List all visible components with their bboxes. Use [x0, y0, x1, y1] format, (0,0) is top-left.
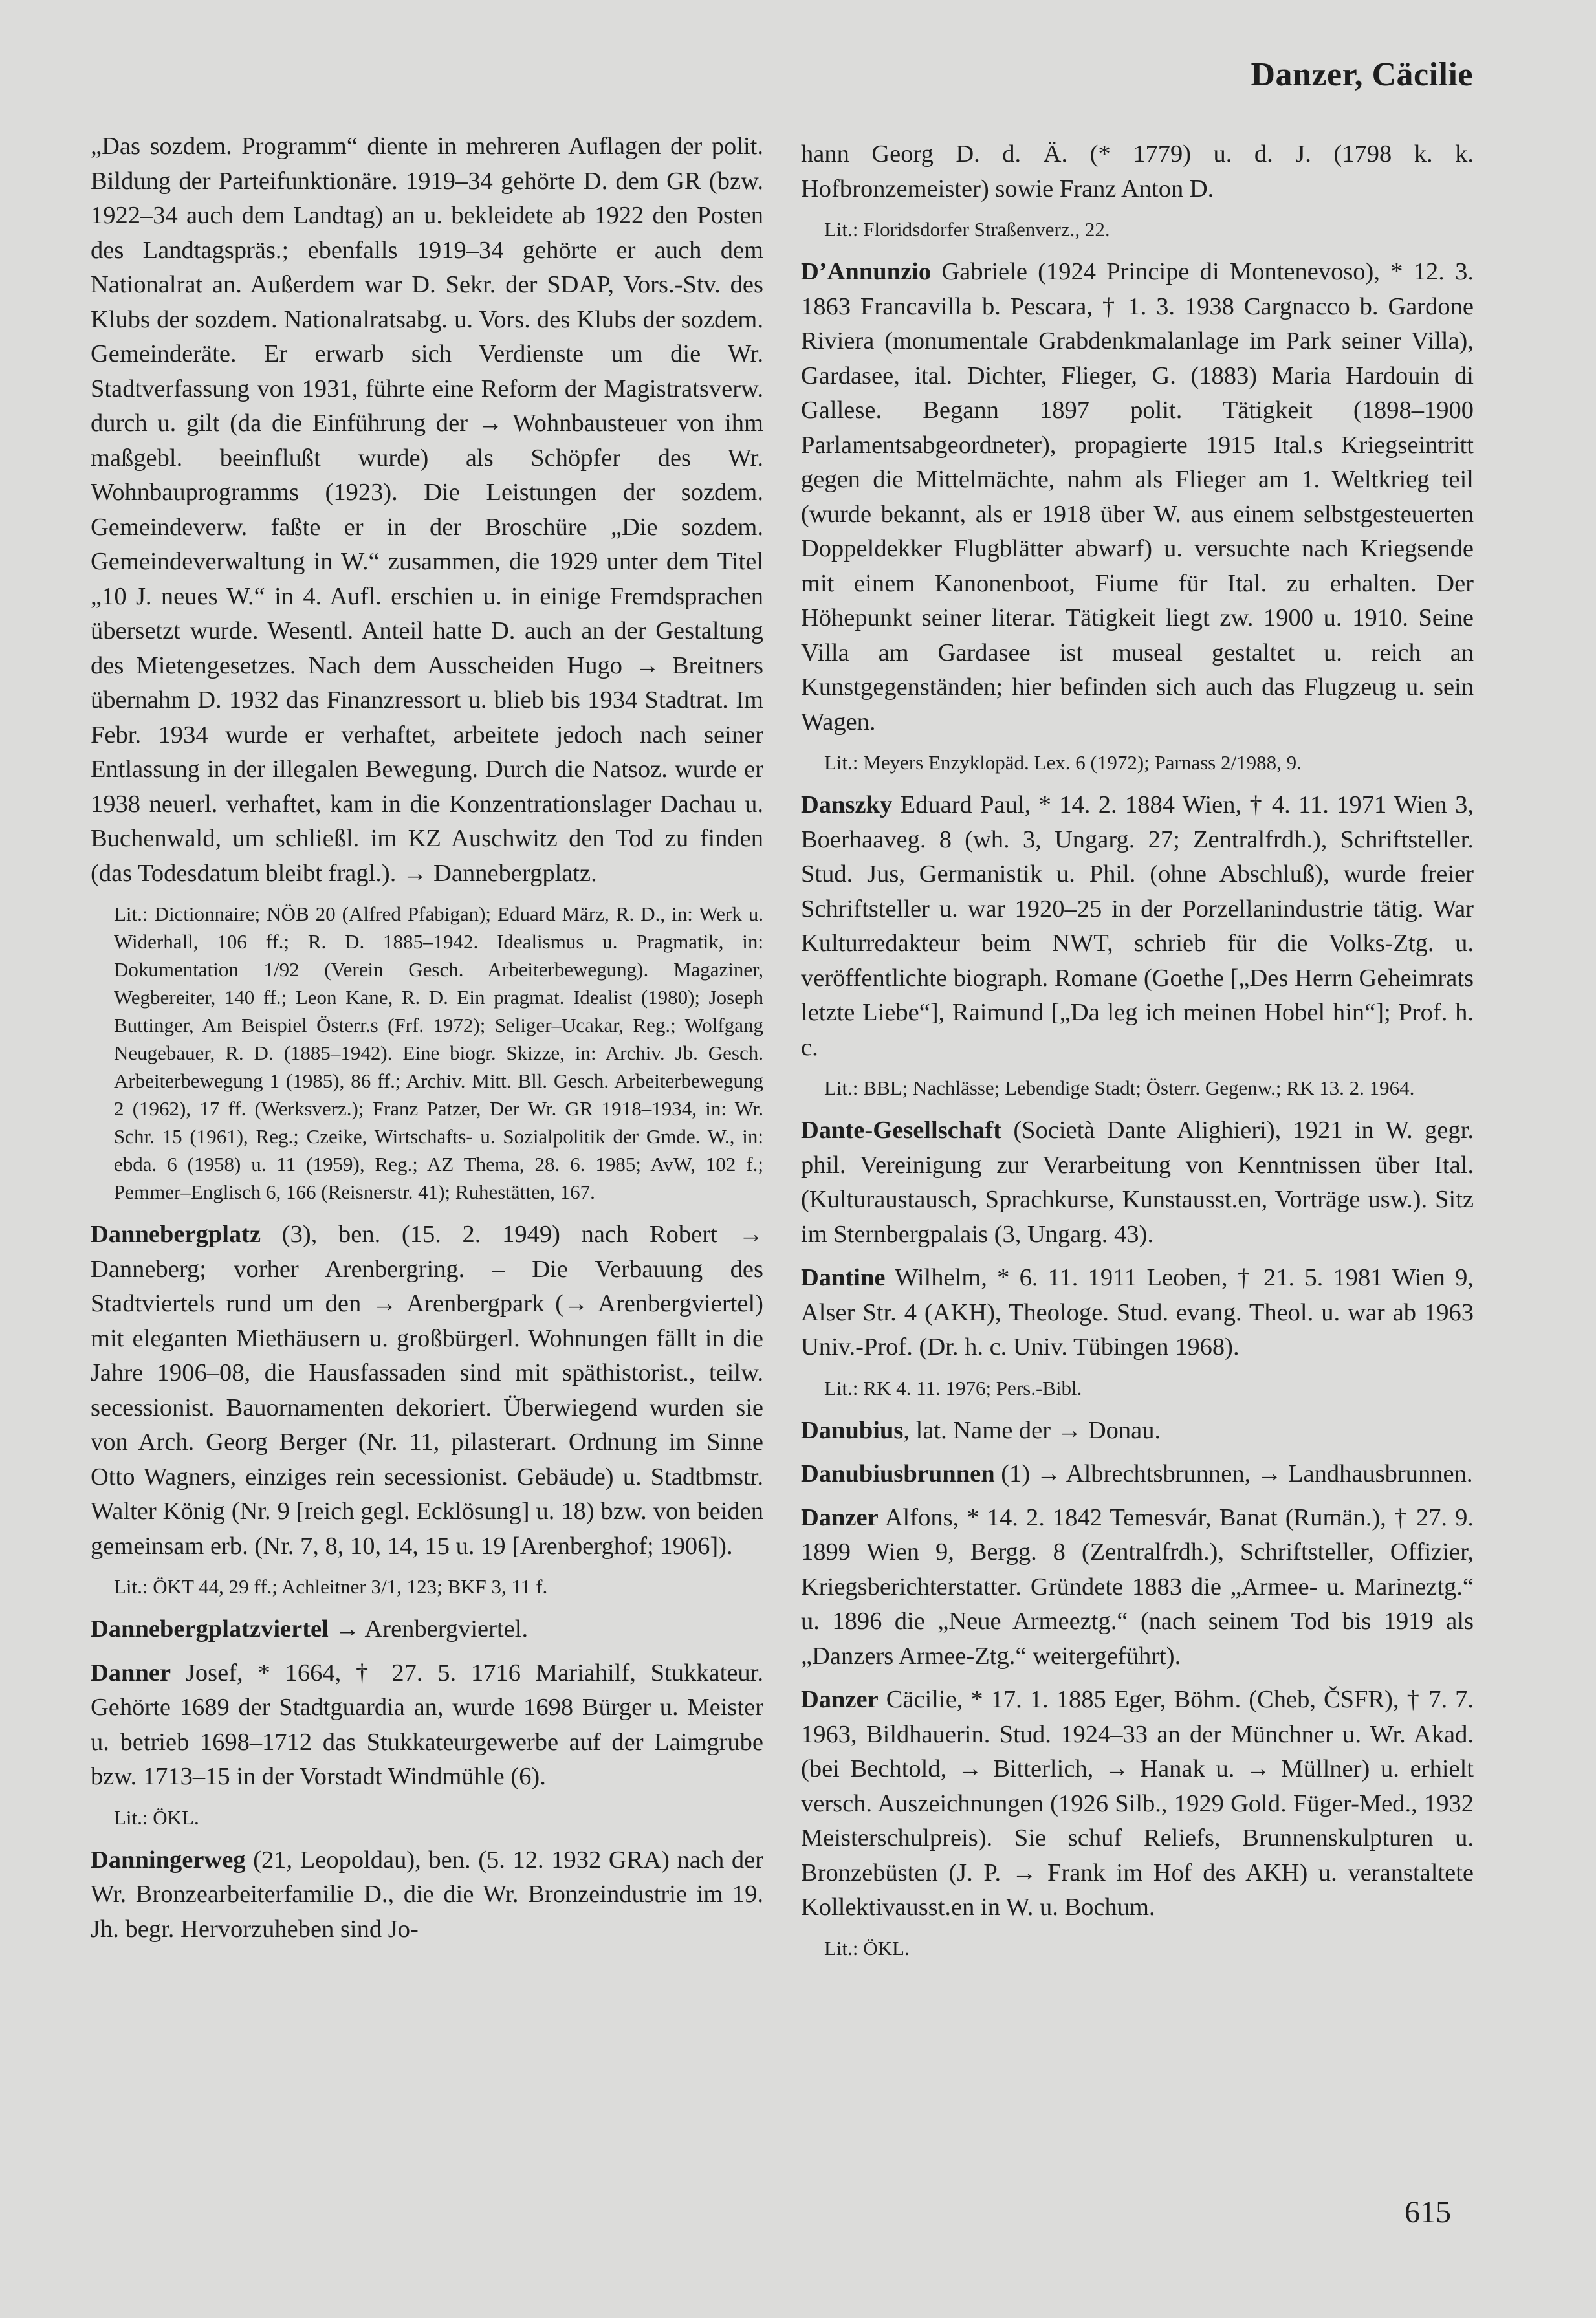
literature-note: Lit.: ÖKL.	[824, 1936, 910, 1960]
entry-headword: D’Annunzio	[801, 258, 932, 285]
entry-text: „Das sozdem. Programm“ diente in mehreren Auflagen der polit. Bildung der Parteifunktionäre. 1919–34 gehörte D. dem GR (bzw. 1922–34 auch dem Landtag) an u. bekleidete ab 1922 den Posten des Landtagspräs.; ebenfalls 1919–34 gehörte er auch dem Nationalrat an. Außerdem war D. Sekr. der SDAP, Vors.-Stv. des Klubs der sozdem. Nationalratsabg. u. Vors. des Klubs der sozdem. Gemeinderäte. Er erwarb sich Verdienste um die Wr. Stadtverfassung von 1931, führte eine Reform der Magistratsverw. durch u. gilt (da die Einführung der → Wohnbausteuer von ihm maßgebl. beeinflußt wurde) als Schöpfer des Wr. Wohnbauprogramms (1923). Die Leistungen der sozdem. Gemeindeverw. faßte er in der Broschüre „Die sozdem. Gemeindeverwaltung in W.“ zusammen, die 1929 unter dem Titel „10 J. neues W.“ in 4. Aufl. erschien u. in einige Fremdsprachen übersetzt wurde. Wesentl. Anteil hatte D. auch an der Gestaltung des Mietengesetzes. Nach dem Ausscheiden Hugo → Breitners übernahm D. 1932 das Finanzressort u. blieb bis 1934 Stadtrat. Im Febr. 1934 wurde er verhaftet, arbeitete jedoch nach seiner Entlassung in der illegalen Bewegung. Durch die Natsoz. wurde er 1938 neuerl. verhaftet, kam in die Konzentrationslager Dachau u. Buchenwald, um schließl. im KZ Auschwitz den Tod zu finden (das Todesdatum bleibt fragl.). → Dannebergplatz.	[91, 133, 763, 887]
entry-text: , lat. Name der → Donau.	[903, 1416, 1161, 1444]
entry-headword: Danubius	[801, 1416, 904, 1444]
entry-dannunzio	[801, 255, 1474, 739]
entry-headword: Dantine	[801, 1264, 886, 1291]
entry-dannebergplatz	[91, 1218, 763, 1564]
entry-danzer-alfons	[801, 1501, 1474, 1674]
entry-dannebergplatzviertel	[91, 1612, 763, 1647]
literature-note: Lit.: BBL; Nachlässe; Lebendige Stadt; Österr. Gegenw.; RK 13. 2. 1964.	[824, 1077, 1415, 1099]
entry-danzer-caecilie	[801, 1683, 1474, 1925]
entry-text: Josef, * 1664, † 27. 5. 1716 Mariahilf, Stukkateur. Gehörte 1689 der Stadtguardia an, wurde 1698 Bürger u. Meister u. betrieb 1698–1712 das Stukkateurgewerbe auf der Laimgrube bzw. 1713–15 in der Vorstadt Windmühle (6).	[91, 1659, 763, 1790]
literature-note: Lit.: Floridsdorfer Straßenverz., 22.	[824, 218, 1110, 241]
literature-note: Lit.: Meyers Enzyklopäd. Lex. 6 (1972); Parnass 2/1988, 9.	[824, 751, 1302, 774]
entry-dante-gesellschaft	[801, 1113, 1474, 1252]
entry-headword: Danzer	[801, 1503, 879, 1531]
right-column	[801, 137, 1474, 1974]
entry-headword: Danszky	[801, 791, 893, 818]
entry-text: hann Georg D. d. Ä. (* 1779) u. d. J. (1798 k. k. Hofbronzemeister) sowie Franz Anton D.	[801, 140, 1474, 202]
entry-text: (3), ben. (15. 2. 1949) nach Robert → Danneberg; vorher Arenbergring. – Die Verbauung des Stadtviertels rund um den → Arenbergpark (→ Arenbergviertel) mit eleganten Miethäusern u. großbürgerl. Wohnungen fällt in die Jahre 1906–08, die Hausfassaden sind mit späthistorist., teilw. secessionist. Bauornamenten dekoriert. Überwiegend wurden sie von Arch. Georg Berger (Nr. 11, pilasterart. Ordnung im Sinne Otto Wagners, einziges rein secessionist. Gebäude) u. Stadtbmstr. Walter König (Nr. 9 [reich gegl. Ecklösung] u. 18) bzw. von beiden gemeinsam erb. (Nr. 7, 8, 10, 14, 15 u. 19 [Arenberghof; 1906]).	[91, 1221, 763, 1560]
entry-text: Gabriele (1924 Principe di Montenevoso), * 12. 3. 1863 Francavilla b. Pescara, † 1. 3. 1938 Cargnacco b. Gardone Riviera (monumentale Grabdenkmalanlage im Park seiner Villa), Gardasee, ital. Dichter, Flieger, G. (1883) Maria Hardouin di Gallese. Begann 1897 polit. Tätigkeit (1898–1900 Parlamentsabgeordneter), propagierte 1915 Ital.s Kriegseintritt gegen die Mittelmächte, nahm als Flieger am 1. Weltkrieg teil (wurde bekannt, als er 1918 über W. aus einem selbstgesteuerten Doppeldekker Flugblätter abwarf) u. versuchte nach Kriegsende mit einem Kanonenboot, Fiume für Ital. zu erhalten. Der Höhepunkt seiner literar. Tätigkeit liegt zw. 1900 u. 1910. Seine Villa am Gardasee ist museal gestaltet u. reich an Kunstgegenständen; hier befinden sich auch das Flugzeug u. sein Wagen.	[801, 258, 1474, 736]
entry-dantine	[801, 1261, 1474, 1365]
entry-danningerweg-continued	[801, 137, 1474, 206]
entry-text: Cäcilie, * 17. 1. 1885 Eger, Böhm. (Cheb, ČSFR), † 7. 7. 1963, Bildhauerin. Stud. 1924–33 an der Münchner u. Wr. Akad. (bei Bechtold, → Bitterlich, → Hanak u. → Müllner) u. erhielt versch. Auszeichnungen (1926 Silb., 1929 Gold. Füger-Med., 1932 Meisterschulpreis). Sie schuf Reliefs, Brunnenskulpturen u. Bronzebüsten (J. P. → Frank im Hof des AKH) u. veranstaltete Kollektivausst.en in W. u. Bochum.	[801, 1686, 1474, 1921]
entry-text: → Arenbergviertel.	[328, 1615, 529, 1643]
entry-headword: Dannebergplatz	[91, 1221, 261, 1248]
literature-note: Lit.: ÖKT 44, 29 ff.; Achleitner 3/1, 123; BKF 3, 11 f.	[114, 1575, 548, 1598]
literature-note: Lit.: Dictionnaire; NÖB 20 (Alfred Pfabigan); Eduard März, R. D., in: Werk u. Widerhall, 106 ff.; R. D. 1885–1942. Idealismus u. Pragmatik, in: Dokumentation 1/92 (Verein Gesch. Arbeiterbewegung). Magaziner, Wegbereiter, 140 ff.; Leon Kane, R. D. Ein pragmat. Idealist (1980); Joseph Buttinger, Am Beispiel Österr.s (Frf. 1972); Seliger–Ucakar, Reg.; Wolfgang Neugebauer, R. D. (1885–1942). Eine biogr. Skizze, in: Archiv. Jb. Gesch. Arbeiterbewegung 1 (1985), 86 ff.; Archiv. Mitt. Bll. Gesch. Arbeiterbewegung 2 (1962), 17 ff. (Werksverz.); Franz Patzer, Der Wr. GR 1918–1934, in: Wr. Schr. 15 (1961), Reg.; Czeike, Wirtschafts- u. Sozialpolitik der Gmde. W., in: ebda. 6 (1958) u. 11 (1959), Reg.; AZ Thema, 28. 6. 1985; AvW, 102 f.; Pemmer–Englisch 6, 166 (Reisnerstr. 41); Ruhestätten, 167.	[114, 902, 763, 1203]
literature-note: Lit.: RK 4. 11. 1976; Pers.-Bibl.	[824, 1376, 1082, 1399]
entry-text: Alfons, * 14. 2. 1842 Temesvár, Banat (Rumän.), † 27. 9. 1899 Wien 9, Bergg. 8 (Zentralfrdh.), Schriftsteller, Offizier, Kriegsberichterstatter. Gründete 1883 die „Armee- u. Marineztg.“ u. 1896 die „Neue Armeeztg.“ (nach seinem Tod bis 1919 als „Danzers Armee-Ztg.“ weitergeführt).	[801, 1503, 1474, 1670]
entry-danner	[91, 1656, 763, 1795]
literature-note: Lit.: ÖKL.	[114, 1806, 199, 1829]
entry-danningerweg	[91, 1843, 763, 1947]
entry-text: Eduard Paul, * 14. 2. 1884 Wien, † 4. 11. 1971 Wien 3, Boerhaaveg. 8 (wh. 3, Ungarg. 27; Zentralfrdh.), Schriftsteller. Stud. Jus, Germanistik u. Phil. (ohne Abschluß), wurde freier Schriftsteller u. war 1920–25 in der Porzellanindustrie tätig. War Kulturredakteur beim NWT, schrieb für die Volks-Ztg. u. veröffentlichte biograph. Romane (Goethe [„Des Herrn Geheimrats letzte Liebe“], Raimund [„Da leg ich meinen Hobel hin“]; Prof. h. c.	[801, 791, 1474, 1061]
entry-headword: Danningerweg	[91, 1846, 246, 1874]
entry-headword: Dannebergplatzviertel	[91, 1615, 329, 1643]
entry-danubiusbrunnen	[801, 1457, 1474, 1492]
left-column	[91, 129, 763, 1956]
entry-danszky	[801, 788, 1474, 1065]
entry-text: Wilhelm, * 6. 11. 1911 Leoben, † 21. 5. 1981 Wien 9, Alser Str. 4 (AKH), Theologe. Stud. evang. Theol. u. war ab 1963 Univ.-Prof. (Dr. h. c. Univ. Tübingen 1968).	[801, 1264, 1474, 1361]
entry-headword: Danner	[91, 1659, 171, 1687]
entry-headword: Danubiusbrunnen	[801, 1460, 995, 1487]
entry-headword: Danzer	[801, 1686, 879, 1713]
entry-text: (21, Leopoldau), ben. (5. 12. 1932 GRA) nach der Wr. Bronzearbeiterfamilie D., die die Wr. Bronzeindustrie im 19. Jh. begr. Hervorzuheben sind Jo-	[91, 1846, 763, 1943]
entry-text: (1) → Albrechtsbrunnen, → Landhausbrunnen.	[994, 1460, 1473, 1487]
running-head: Danzer, Cäcilie	[1251, 56, 1473, 93]
entry-danneberg-continued	[91, 129, 763, 891]
entry-danubius	[801, 1414, 1474, 1449]
entry-headword: Dante-Gesellschaft	[801, 1117, 1002, 1144]
page-number: 615	[1405, 2195, 1451, 2229]
entry-text: (Società Dante Alighieri), 1921 in W. gegr. phil. Vereinigung zur Verarbeitung von Kenntnissen über Ital. (Kulturaustausch, Sprachkurse, Kunstausst.en, Vorträge usw.). Sitz im Sternbergpalais (3, Ungarg. 43).	[801, 1117, 1474, 1248]
